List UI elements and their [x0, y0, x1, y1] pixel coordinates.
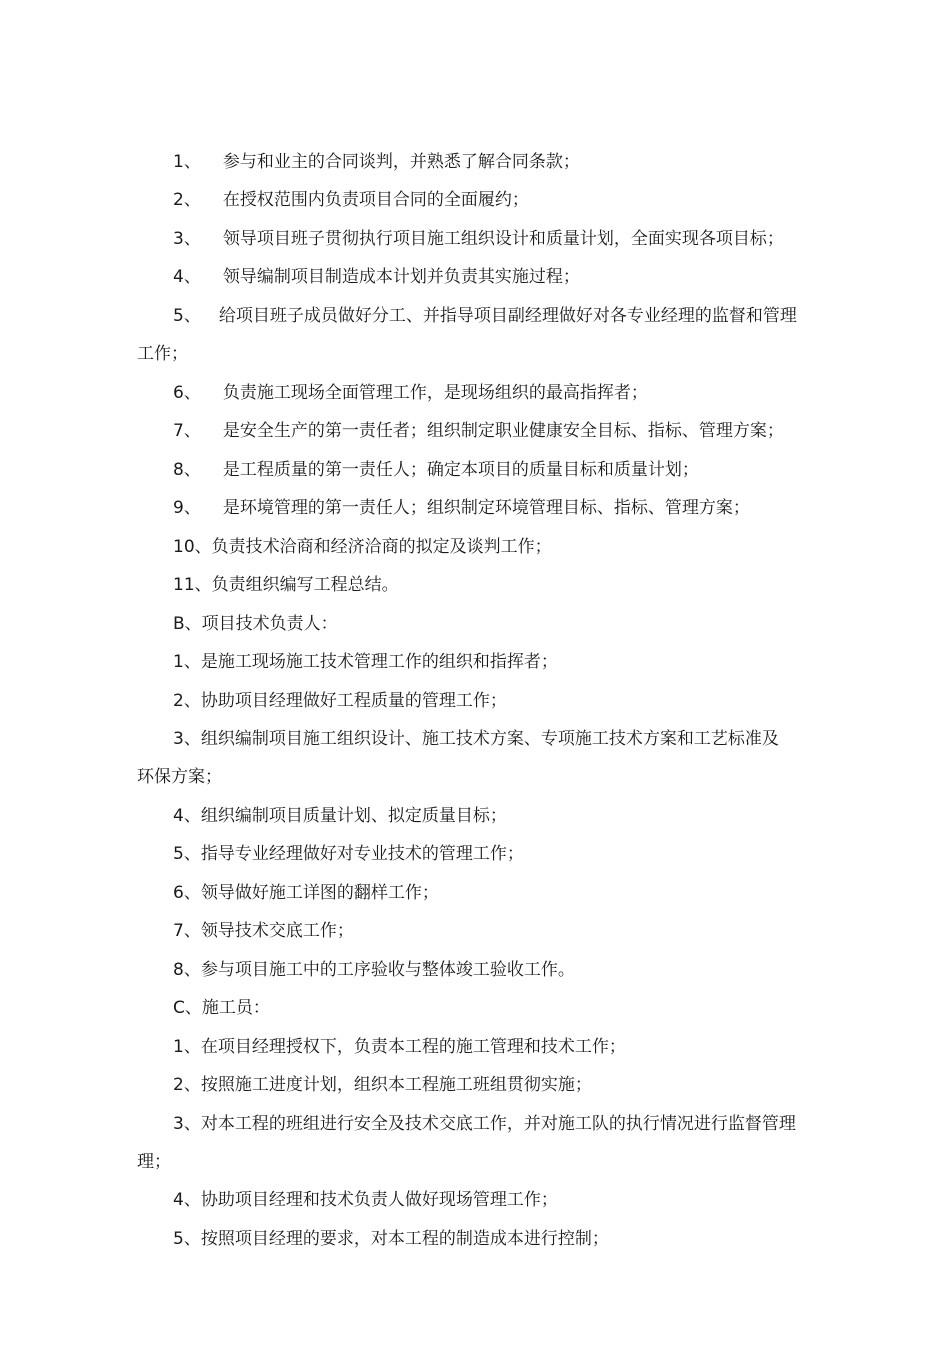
list-item	[137, 420, 827, 442]
item-text: 负责施工现场全面管理工作，是现场组织的最高指挥者；	[222, 383, 648, 403]
section-heading: C、施工员：	[173, 998, 270, 1018]
item-text: 给项目班子成员做好分工、并指导项目副经理做好对各专业经理的监督和管理	[218, 306, 797, 326]
list-item: 7、领导技术交底工作；	[173, 921, 354, 941]
list-item	[137, 151, 827, 173]
list-item: 4、组织编制项目质量计划、拟定质量目标；	[173, 806, 507, 826]
list-item-continuation: 工作；	[137, 344, 188, 364]
list-item: 6、领导做好施工详图的翻样工作；	[173, 883, 439, 903]
list-item	[137, 574, 827, 596]
item-text: 参与和业主的合同谈判，并熟悉了解合同条款；	[222, 152, 580, 172]
item-text: 是环境管理的第一责任人；组织制定环境管理目标、指标、管理方案；	[222, 498, 750, 518]
list-item: 2、协助项目经理做好工程质量的管理工作；	[173, 691, 507, 711]
item-text: 负责组织编写工程总结。	[211, 575, 399, 595]
item-number: 7、	[173, 421, 201, 441]
list-item	[137, 228, 827, 250]
item-number: 8、	[173, 460, 201, 480]
item-number: 11、	[173, 575, 212, 595]
item-number: 9、	[173, 498, 201, 518]
list-item	[137, 189, 827, 211]
list-item: 3、组织编制项目施工组织设计、施工技术方案、专项施工技术方案和工艺标准及	[173, 729, 779, 749]
item-text: 是工程质量的第一责任人；确定本项目的质量目标和质量计划；	[222, 460, 699, 480]
list-item: 1、在项目经理授权下，负责本工程的施工管理和技术工作；	[173, 1037, 626, 1057]
item-number: 3、	[173, 229, 201, 249]
item-text: 负责技术洽商和经济洽商的拟定及谈判工作；	[211, 537, 552, 557]
list-item	[137, 536, 827, 558]
list-item	[137, 382, 827, 404]
section-heading: B、项目技术负责人：	[173, 614, 338, 634]
item-number: 2、	[173, 190, 201, 210]
list-item	[137, 266, 827, 288]
list-item-continuation: 环保方案；	[137, 767, 222, 787]
list-item: 1、是施工现场施工技术管理工作的组织和指挥者；	[173, 652, 558, 672]
list-item: 5、按照项目经理的要求，对本工程的制造成本进行控制；	[173, 1229, 609, 1249]
item-number: 6、	[173, 383, 201, 403]
list-item-continuation: 理；	[137, 1152, 171, 1172]
list-item: 3、对本工程的班组进行安全及技术交底工作，并对施工队的执行情况进行监督管理	[173, 1114, 796, 1134]
item-number: 10、	[173, 537, 212, 557]
list-item: 8、参与项目施工中的工序验收与整体竣工验收工作。	[173, 960, 575, 980]
list-item: 5、指导专业经理做好对专业技术的管理工作；	[173, 844, 524, 864]
item-number: 1、	[173, 152, 201, 172]
item-number: 5、	[173, 306, 201, 326]
item-text: 领导项目班子贯彻执行项目施工组织设计和质量计划，全面实现各项目标；	[222, 229, 784, 249]
item-text: 是安全生产的第一责任者；组织制定职业健康安全目标、指标、管理方案；	[222, 421, 784, 441]
list-item	[137, 459, 827, 481]
list-item: 2、按照施工进度计划，组织本工程施工班组贯彻实施；	[173, 1075, 592, 1095]
list-item: 4、协助项目经理和技术负责人做好现场管理工作；	[173, 1190, 558, 1210]
item-number: 4、	[173, 267, 201, 287]
list-item	[137, 305, 827, 327]
item-text: 领导编制项目制造成本计划并负责其实施过程；	[222, 267, 580, 287]
item-text: 在授权范围内负责项目合同的全面履约；	[222, 190, 529, 210]
list-item	[137, 497, 827, 519]
